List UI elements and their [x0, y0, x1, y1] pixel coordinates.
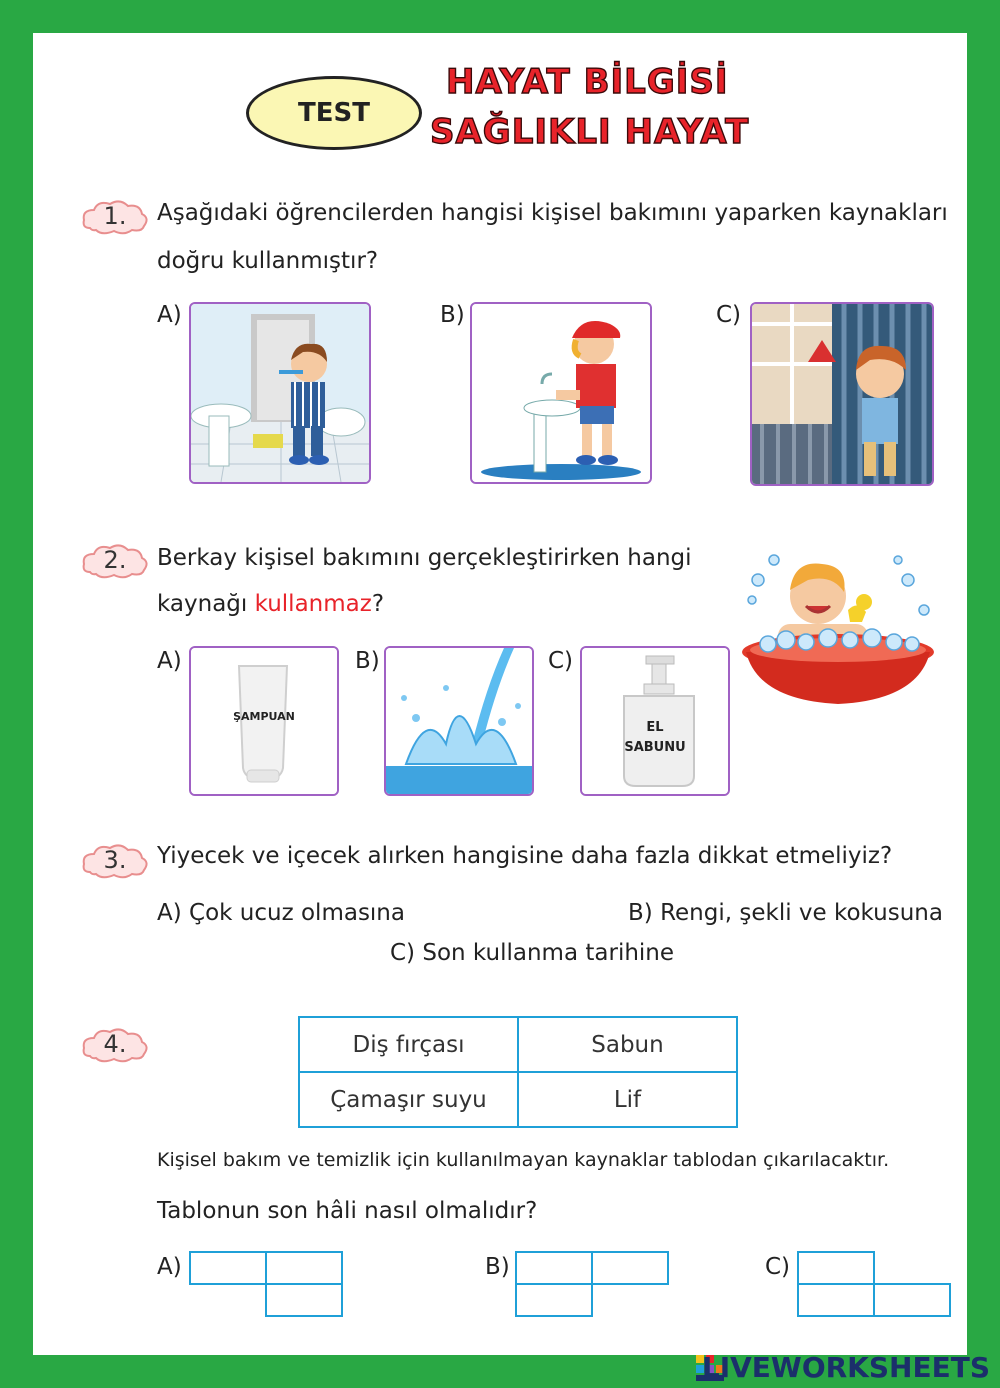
q2-option-b-image[interactable] [384, 646, 534, 796]
q3-option-b-text: Rengi, şekli ve kokusuna [660, 900, 943, 926]
table-row [299, 1072, 737, 1127]
test-badge: TEST [246, 76, 422, 150]
q4-option-b-label[interactable]: B) [485, 1254, 510, 1280]
water-splash-icon [386, 648, 532, 794]
q1-option-a-label[interactable]: A) [157, 302, 182, 328]
q1-option-c-image[interactable] [750, 302, 934, 486]
q2-option-b-label[interactable]: B) [355, 648, 380, 674]
title-line-1: HAYAT BİLGİSİ [446, 62, 729, 102]
q2-text-prefix: kaynağı [157, 591, 255, 617]
question-3-number-cloud [80, 842, 150, 880]
question-2-text-2 [157, 581, 384, 627]
q1-option-a-image[interactable] [189, 302, 371, 484]
q2-text-emphasis: kullanmaz [254, 591, 372, 617]
q3-option-a-text: Çok ucuz olmasına [189, 900, 405, 926]
question-4-number-cloud [80, 1026, 150, 1064]
soap-label-line-1: EL [646, 720, 664, 735]
q2-option-a-image[interactable] [189, 646, 339, 796]
question-1-number: 1. [103, 202, 127, 230]
question-4-text-2: Tablonun son hâli nasıl olmalıdır? [157, 1198, 538, 1224]
shampoo-label: ŞAMPUAN [233, 710, 295, 723]
shape-cell [515, 1251, 593, 1285]
table-cell: Sabun [518, 1017, 737, 1072]
boy-at-window-illustration [752, 304, 932, 484]
q1-option-c-label[interactable]: C) [716, 302, 742, 328]
question-1-text-2: doğru kullanmıştır? [157, 248, 379, 274]
question-2-text-1: Berkay kişisel bakımını gerçekleştirirken hangi [157, 545, 692, 571]
q2-option-c-image[interactable] [580, 646, 730, 796]
question-2-number: 2. [103, 546, 127, 574]
q3-option-c[interactable] [390, 940, 674, 966]
table-cell: Lif [518, 1072, 737, 1127]
title-line-2: SAĞLIKLI HAYAT [430, 112, 750, 152]
shape-cell [797, 1251, 875, 1285]
question-2-number-cloud [80, 542, 150, 580]
q2-option-a-label[interactable]: A) [157, 648, 182, 674]
bath-tub-icon [738, 540, 938, 710]
bath-boy-illustration [738, 540, 938, 710]
shape-cell [265, 1283, 343, 1317]
washing-hands-illustration [472, 304, 650, 482]
shape-cell [797, 1283, 875, 1317]
q1-option-b-label[interactable]: B) [440, 302, 465, 328]
table-cell: Çamaşır suyu [299, 1072, 518, 1127]
shape-cell [515, 1283, 593, 1317]
question-1-text-1: Aşağıdaki öğrencilerden hangisi kişisel bakımını yaparken kaynakları [157, 200, 948, 226]
shape-cell [591, 1251, 669, 1285]
question-4-text-1: Kişisel bakım ve temizlik için kullanılmayan kaynaklar tablodan çıkarılacaktır. [157, 1149, 890, 1171]
q2-text-suffix: ? [371, 591, 385, 617]
q1-option-b-image[interactable] [470, 302, 652, 484]
q3-option-c-text: Son kullanma tarihine [422, 940, 675, 966]
question-3-text: Yiyecek ve içecek alırken hangisine daha fazla dikkat etmeliyiz? [157, 843, 893, 869]
q3-option-a-letter: A) [157, 900, 182, 926]
shape-cell [265, 1251, 343, 1285]
question-1-number-cloud [80, 198, 150, 236]
q3-option-b-letter: B) [628, 900, 653, 926]
shape-cell [873, 1283, 951, 1317]
q3-option-c-letter: C) [390, 940, 416, 966]
question-4-number: 4. [103, 1030, 127, 1058]
table-cell: Diş fırçası [299, 1017, 518, 1072]
brushing-teeth-illustration [191, 304, 369, 482]
soap-label-line-2: SABUNU [624, 740, 686, 755]
question-3-number: 3. [103, 846, 127, 874]
q4-option-a-label[interactable]: A) [157, 1254, 182, 1280]
shape-cell [189, 1251, 267, 1285]
q3-option-a[interactable] [157, 900, 405, 926]
q3-option-b[interactable] [628, 900, 943, 926]
q4-resource-table [298, 1016, 738, 1128]
liveworksheets-brand: LIVEWORKSHEETS [701, 1351, 990, 1384]
q4-option-c-label[interactable]: C) [765, 1254, 791, 1280]
table-row [299, 1017, 737, 1072]
q2-option-c-label[interactable]: C) [548, 648, 574, 674]
